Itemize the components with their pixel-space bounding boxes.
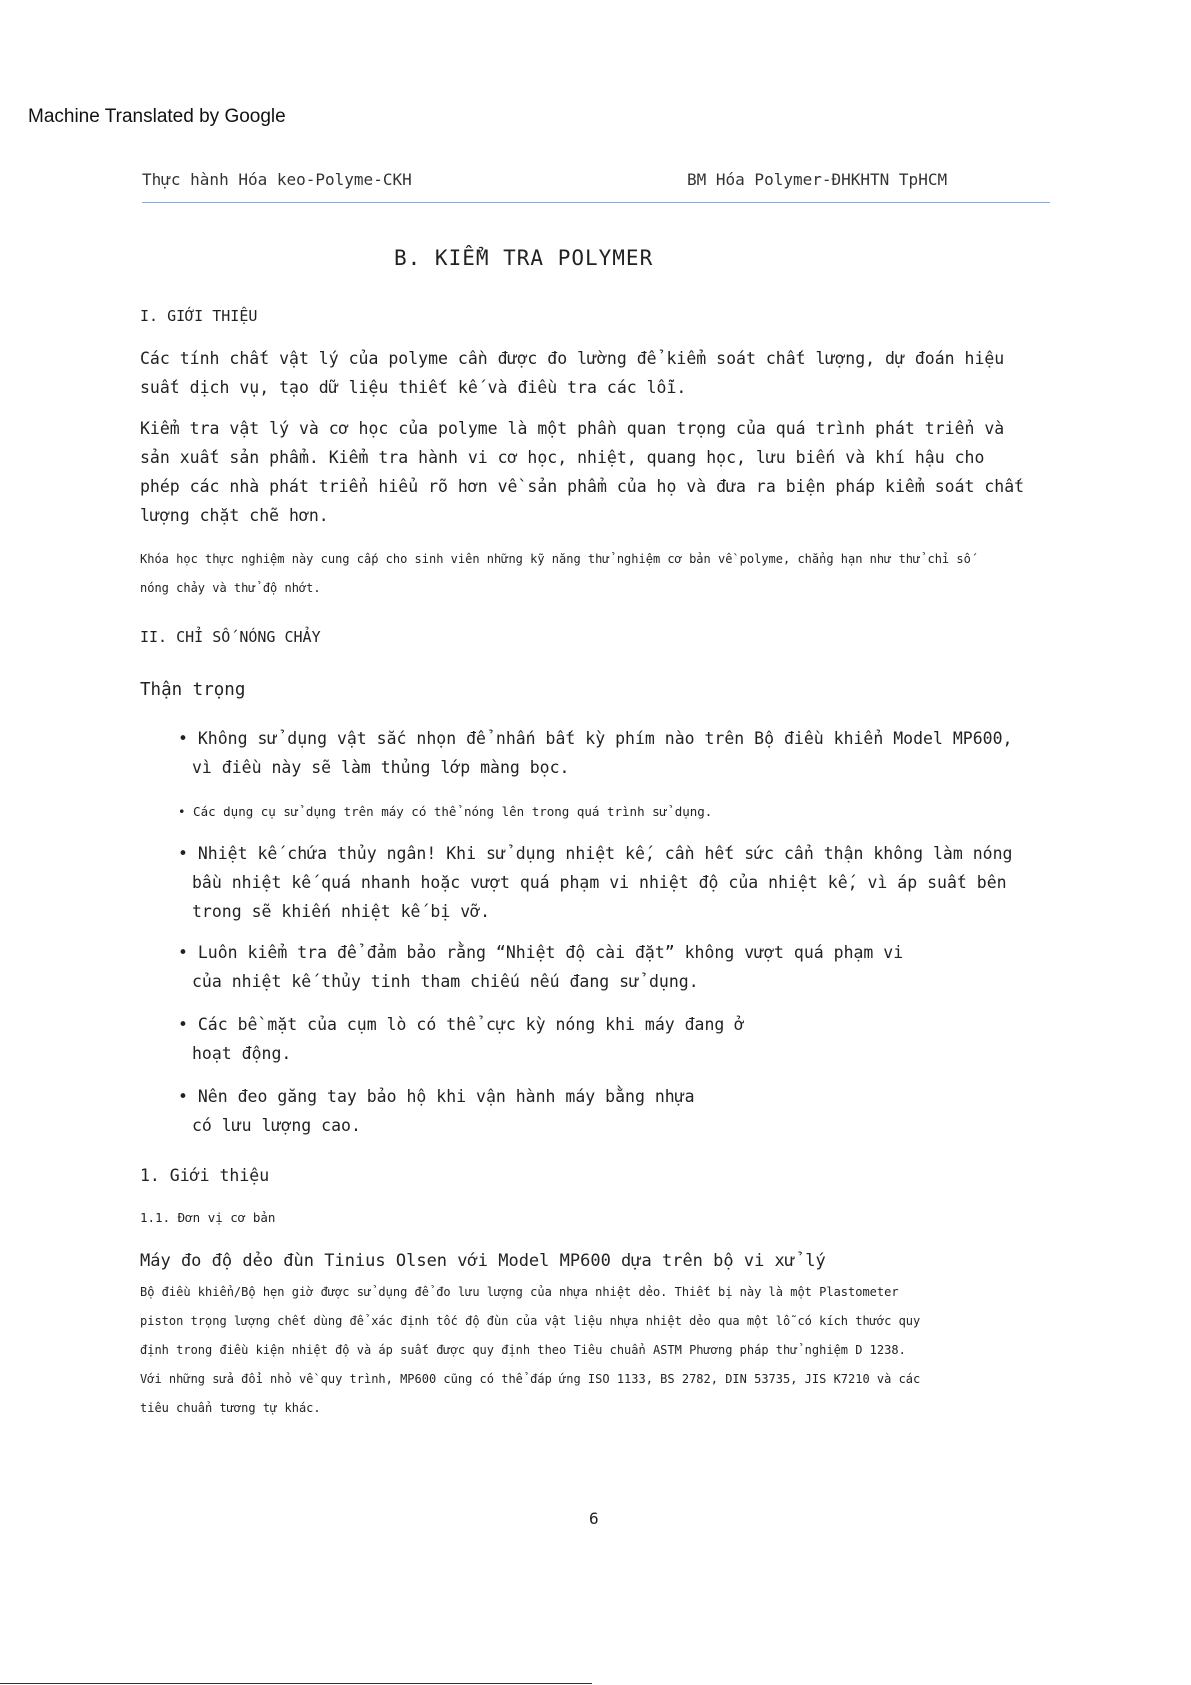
caution-bullet [178,1082,695,1140]
text-line: tiêu chuẩn tương tự khác. [140,1401,321,1415]
machine-description [140,1278,920,1423]
section-heading-melt-index: II. CHỈ SỐ NÓNG CHẢY [140,628,321,646]
intro-paragraph-2 [140,414,1024,530]
section-heading-introduction: I. GIỚI THIỆU [140,307,258,325]
bullet-line: • Các bề mặt của cụm lò có thể cực kỳ nóng khi máy đang ở [178,1015,745,1034]
text-line: Khóa học thực nghiệm này cung cấp cho sinh viên những kỹ năng thử nghiệm cơ bản về polyme, chẳng hạn như thử chỉ số [140,552,971,566]
text-line: định trong điều kiện nhiệt độ và áp suất được quy định theo Tiêu chuẩn ASTM Phương pháp thử nghiệm D 1238. [140,1343,906,1357]
caution-bullet [178,797,712,826]
caution-bullet [178,1010,744,1068]
footer-divider [0,1683,592,1684]
text-line: nóng chảy và thử độ nhớt. [140,581,321,595]
text-line: piston trọng lượng chết dùng để xác định tốc độ đùn của vật liệu nhựa nhiệt dẻo qua một lỗ có kích thước quy [140,1314,921,1328]
header-course-title: Thực hành Hóa keo-Polyme-CKH [142,170,412,189]
text-line: suất dịch vụ, tạo dữ liệu thiết kế và điều tra các lỗi. [140,378,687,397]
bullet-line: • Nên đeo găng tay bảo hộ khi vận hành máy bằng nhựa [178,1087,695,1106]
text-line: Với những sửa đổi nhỏ về quy trình, MP600 cũng có thể đáp ứng ISO 1133, BS 2782, DIN 53735, JIS K7210 và các [140,1372,921,1386]
bullet-line: • Các dụng cụ sử dụng trên máy có thể nóng lên trong quá trình sử dụng. [178,804,713,819]
caution-heading: Thận trọng [140,680,246,700]
page-title: B. KIỂM TRA POLYMER [394,246,654,270]
text-line: sản xuất sản phẩm. Kiểm tra hành vi cơ học, nhiệt, quang học, lưu biến và khí hậu cho [140,448,985,467]
subsection-heading-introduction: 1. Giới thiệu [140,1166,270,1185]
bullet-line: trong sẽ khiến nhiệt kế bị vỡ. [192,902,491,921]
bullet-line: hoạt động. [192,1044,292,1063]
caution-bullet [178,839,1012,926]
bullet-line: bầu nhiệt kế quá nhanh hoặc vượt quá phạm vi nhiệt độ của nhiệt kế, vì áp suất bên [192,873,1007,892]
caution-bullet [178,724,1012,782]
machine-title: Máy đo độ dẻo đùn Tinius Olsen với Model MP600 dựa trên bộ vi xử lý [140,1251,826,1271]
text-line: phép các nhà phát triển hiểu rõ hơn về sản phẩm của họ và đưa ra biện pháp kiểm soát chất [140,477,1025,496]
text-line: Các tính chất vật lý của polyme cần được đo lường để kiểm soát chất lượng, dự đoán hiệu [140,349,1005,368]
bullet-line: • Nhiệt kế chứa thủy ngân! Khi sử dụng nhiệt kế, cần hết sức cẩn thận không làm nóng [178,844,1013,863]
intro-paragraph-1 [140,344,1004,402]
intro-paragraph-3 [140,545,971,603]
header-department: BM Hóa Polymer-ĐHKHTN TpHCM [687,170,948,189]
text-line: lượng chặt chẽ hơn. [140,506,329,525]
subsection-basic-unit: 1.1. Đơn vị cơ bản [140,1210,276,1225]
text-line: Bộ điều khiển/Bộ hẹn giờ được sử dụng để đo lưu lượng của nhựa nhiệt dẻo. Thiết bị này là một Plastometer [140,1285,899,1299]
bullet-line: vì điều này sẽ làm thủng lớp màng bọc. [192,758,570,777]
machine-translated-label: Machine Translated by Google [28,106,286,127]
page-number: 6 [589,1509,599,1528]
bullet-line: có lưu lượng cao. [192,1116,361,1135]
header-divider [142,202,1050,203]
bullet-line: • Luôn kiểm tra để đảm bảo rằng “Nhiệt độ cài đặt” không vượt quá phạm vi [178,943,904,962]
bullet-line: • Không sử dụng vật sắc nhọn để nhấn bất kỳ phím nào trên Bộ điều khiển Model MP600, [178,729,1013,748]
bullet-line: của nhiệt kế thủy tinh tham chiếu nếu đang sử dụng. [192,972,699,991]
text-line: Kiểm tra vật lý và cơ học của polyme là một phần quan trọng của quá trình phát triển và [140,419,1005,438]
caution-bullet [178,938,903,996]
